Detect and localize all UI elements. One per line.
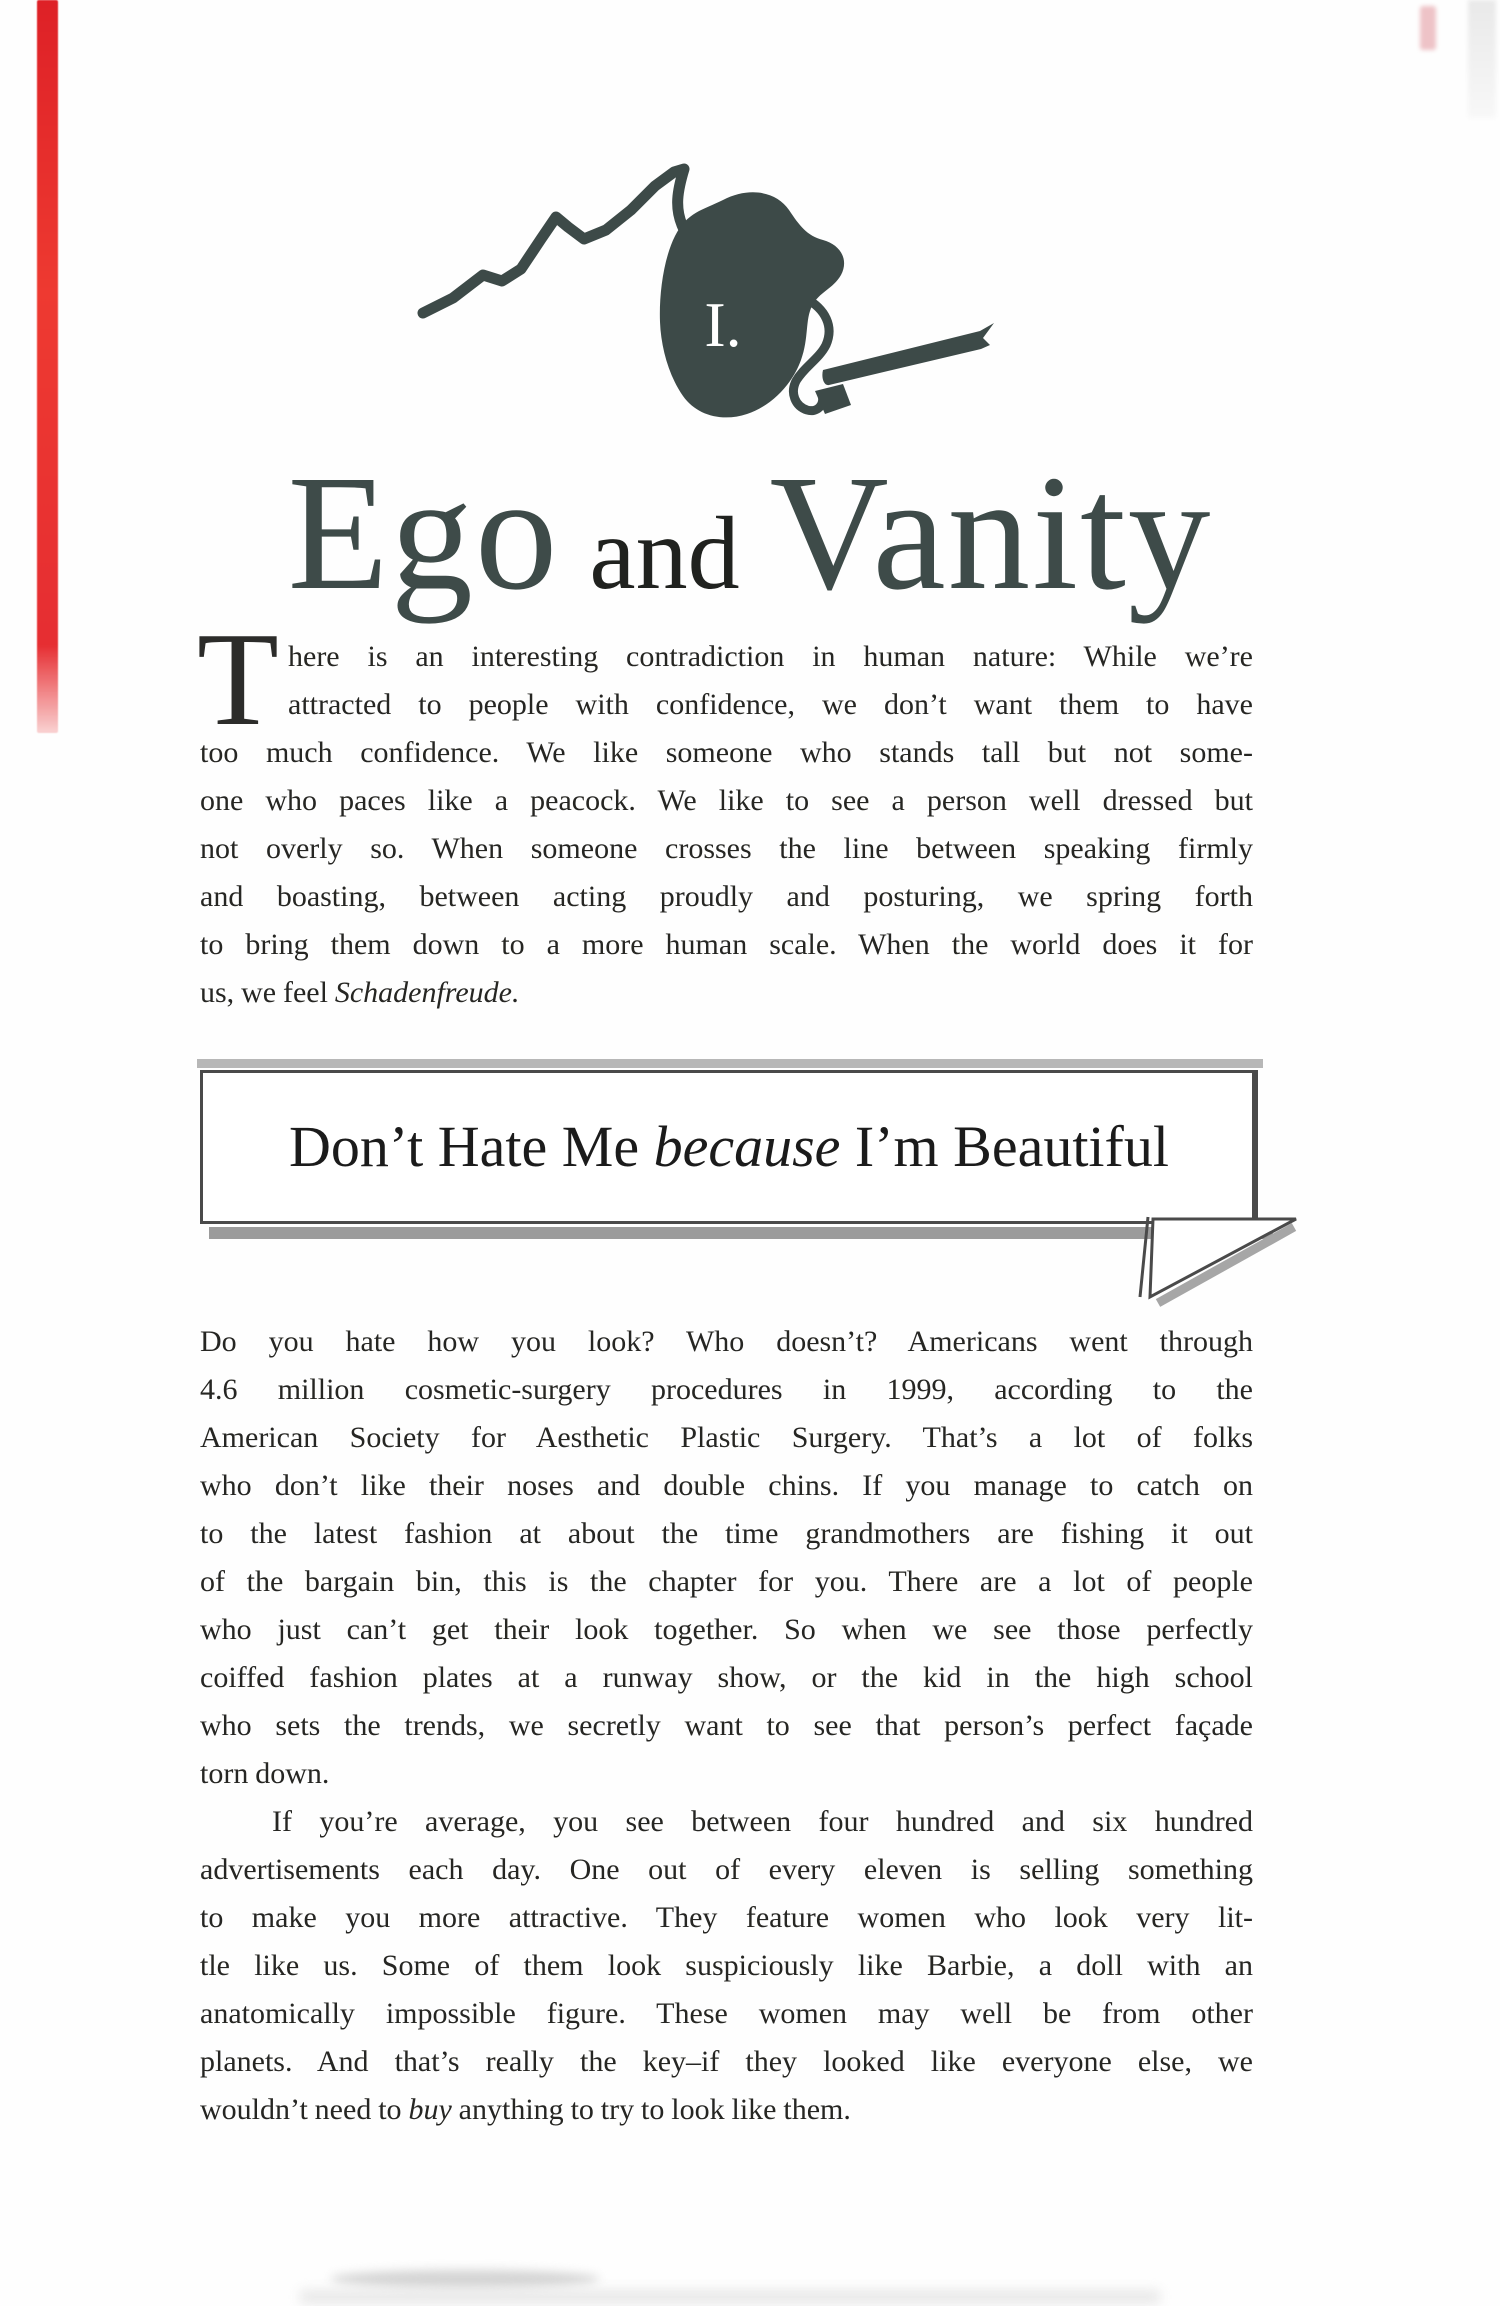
text-line	[200, 1702, 1253, 1750]
text-segment: Don’t Hate Me	[289, 1114, 654, 1179]
text-segment: who just can’t get their look together. So when we see those perfectly	[200, 1613, 1253, 1646]
text-segment: Do you hate how you look? Who doesn’t? Americans went through	[200, 1325, 1253, 1358]
scan-artifact-pink-mark	[1420, 6, 1436, 50]
intro-paragraph-lines	[200, 633, 1253, 1017]
body-paragraph-1	[200, 1318, 1253, 1798]
title-word-vanity: Vanity	[769, 441, 1213, 624]
text-line	[200, 969, 1253, 1017]
text-line	[200, 633, 1253, 681]
text-line	[200, 1318, 1253, 1366]
text-line	[200, 1558, 1253, 1606]
body-paragraph-1-lines	[200, 1318, 1253, 1798]
scan-artifact-smudge	[330, 2270, 600, 2288]
title-word-and: and	[589, 496, 740, 611]
text-segment: wouldn’t need to	[200, 2093, 409, 2126]
text-line	[200, 1414, 1253, 1462]
text-line	[200, 1462, 1253, 1510]
text-segment: of the bargain bin, this is the chapter for you. There are a lot of people	[200, 1565, 1253, 1598]
text-segment: coiffed fashion plates at a runway show, or the kid in the high school	[200, 1661, 1253, 1694]
swoosh-line	[822, 323, 994, 385]
chapter-ornament-illustration	[405, 148, 1005, 448]
section-heading-box	[200, 1070, 1258, 1224]
text-segment: advertisements each day. One out of every eleven is selling something	[200, 1853, 1253, 1886]
text-line	[200, 2038, 1253, 2086]
text-segment: here is an interesting contradiction in human nature: While we’re	[288, 640, 1253, 673]
text-line	[200, 825, 1253, 873]
text-segment: to bring them down to a more human scale. When the world does it for	[200, 928, 1253, 961]
chapter-number: I.	[704, 289, 742, 360]
text-segment: us, we feel	[200, 976, 335, 1009]
text-line	[200, 1750, 1253, 1798]
text-segment: tle like us. Some of them look suspiciously like Barbie, a doll with an	[200, 1949, 1253, 1982]
text-segment: too much confidence. We like someone who stands tall but not some-	[200, 736, 1253, 769]
intro-paragraph	[200, 633, 1253, 1017]
text-segment: because	[653, 1114, 841, 1179]
text-segment: Schadenfreude.	[334, 976, 520, 1009]
drop-cap: T	[197, 605, 279, 753]
text-line	[200, 777, 1253, 825]
text-segment: to make you more attractive. They feature women who look very lit-	[200, 1901, 1253, 1934]
text-line	[200, 2086, 1253, 2134]
title-word-ego: Ego	[287, 441, 560, 624]
text-line	[200, 1654, 1253, 1702]
text-segment: not overly so. When someone crosses the line between speaking firmly	[200, 832, 1253, 865]
text-segment: American Society for Aesthetic Plastic Surgery. That’s a lot of folks	[200, 1421, 1253, 1454]
text-segment: I’m Beautiful	[840, 1114, 1169, 1179]
text-segment: anything to try to look like them.	[451, 2093, 851, 2126]
scan-artifact-gray-edge	[1468, 0, 1496, 118]
text-segment: to the latest fashion at about the time grandmothers are fishing it out	[200, 1517, 1253, 1550]
text-line	[200, 1990, 1253, 2038]
speech-bubble-tail	[1058, 1215, 1318, 1315]
body-paragraph-2-lines	[200, 1798, 1253, 2134]
text-segment: 4.6 million cosmetic-surgery procedures in 1999, according to the	[200, 1373, 1253, 1406]
text-line	[200, 1846, 1253, 1894]
text-line	[200, 1510, 1253, 1558]
scan-artifact-smudge-streak	[300, 2290, 1160, 2304]
text-segment: who sets the trends, we secretly want to see that person’s perfect façade	[200, 1709, 1253, 1742]
text-segment: planets. And that’s really the key–if they looked like everyone else, we	[200, 2045, 1253, 2078]
text-segment: one who paces like a peacock. We like to see a person well dressed but	[200, 784, 1253, 817]
body-paragraph-2	[200, 1798, 1253, 2134]
text-segment: and boasting, between acting proudly and posturing, we spring forth	[200, 880, 1253, 913]
text-line	[200, 1894, 1253, 1942]
text-line	[200, 1942, 1253, 1990]
text-segment: If you’re average, you see between four hundred and six hundred	[272, 1805, 1253, 1838]
text-line	[200, 1798, 1253, 1846]
text-segment: who don’t like their noses and double chins. If you manage to catch on	[200, 1469, 1253, 1502]
text-line	[200, 873, 1253, 921]
text-segment: attracted to people with confidence, we don’t want them to have	[288, 688, 1253, 721]
text-line	[200, 1366, 1253, 1414]
text-line	[200, 1606, 1253, 1654]
text-line	[200, 681, 1253, 729]
text-line	[200, 729, 1253, 777]
text-segment: anatomically impossible figure. These women may well be from other	[200, 1997, 1253, 2030]
section-heading	[203, 1073, 1255, 1221]
text-segment: buy	[408, 2093, 452, 2126]
text-segment: torn down.	[200, 1757, 330, 1790]
chapter-title	[0, 438, 1500, 628]
text-line	[200, 921, 1253, 969]
